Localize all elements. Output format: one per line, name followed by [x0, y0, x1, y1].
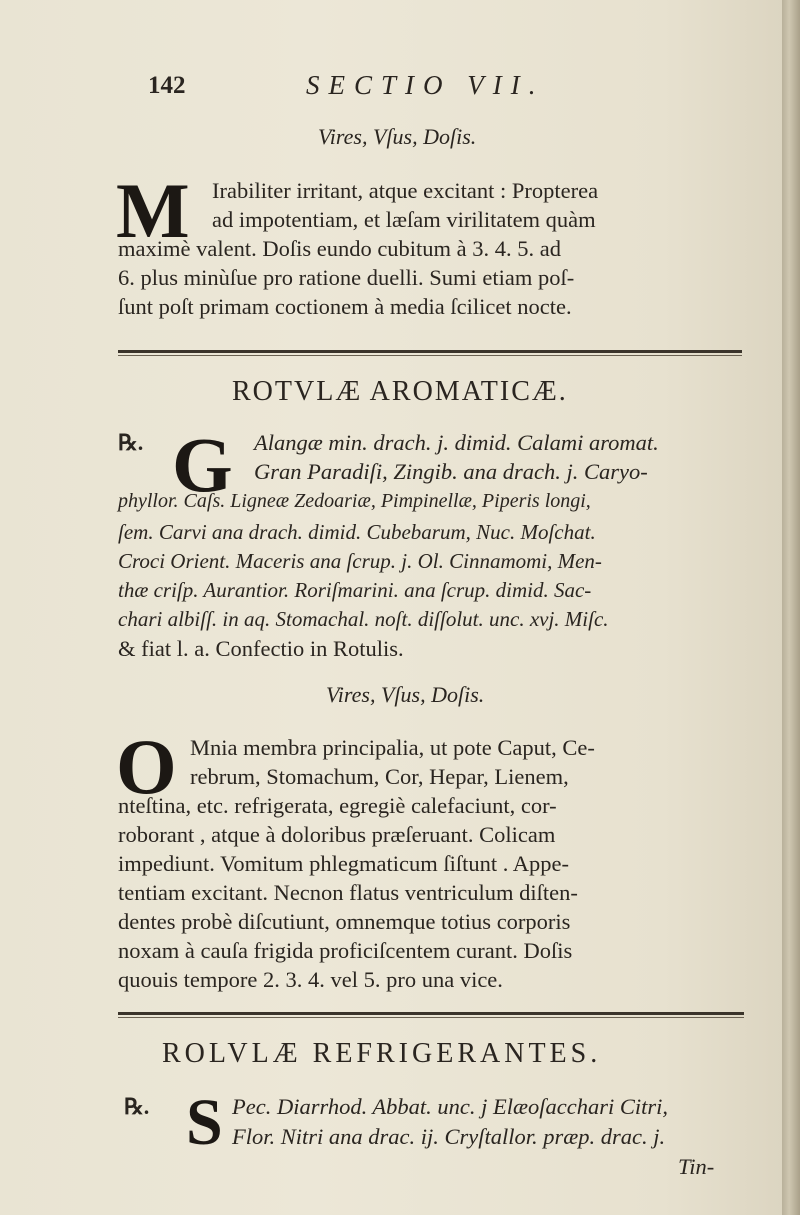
text-line: impediunt. Vomitum phlegmaticum ſiſtunt . Appe- [118, 851, 570, 876]
recipe-sign: ℞. [124, 1094, 150, 1119]
text-line: nteſtina, etc. refrigerata, egregiè calefaciunt, cor- [118, 793, 557, 818]
text-line: thæ criſp. Aurantior. Roriſmarini. ana ſcrup. dimid. Sac- [118, 578, 592, 602]
divider-rule [118, 1017, 744, 1018]
section-heading: Vires, Vſus, Doſis. [318, 124, 477, 149]
drop-cap: M [116, 167, 190, 254]
text-line: Alangæ min. drach. j. dimid. Calami aromat. [254, 430, 659, 455]
text-line: dentes probè diſcutiunt, omnemque totius corporis [118, 909, 571, 934]
recipe-title: ROLVLÆ REFRIGERANTES. [162, 1038, 602, 1069]
text-line: Irabiliter irritant, atque excitant : Propterea [212, 178, 599, 203]
drop-cap: G [172, 421, 233, 508]
text-line: Mnia membra principalia, ut pote Caput, Ce- [190, 735, 595, 760]
text-line: ſunt poſt primam coctionem à media ſcilicet nocte. [118, 294, 572, 319]
text-line: phyllor. Caſs. Ligneæ Zedoariæ, Pimpinellæ, Piperis longi, [118, 490, 591, 512]
catchword: Tin- [678, 1154, 715, 1179]
text-line: Gran Paradiſi, Zingib. ana drach. j. Caryo- [254, 459, 648, 484]
text-line: quouis tempore 2. 3. 4. vel 5. pro una vice. [118, 967, 503, 992]
text-line: rebrum, Stomachum, Cor, Hepar, Lienem, [190, 764, 569, 789]
section-heading: Vires, Vſus, Doſis. [326, 682, 485, 707]
text-line: Croci Orient. Maceris ana ſcrup. j. Ol. Cinnamomi, Men- [118, 549, 602, 573]
text-line: roborant , atque à doloribus præſeruant. Colicam [118, 822, 556, 847]
divider-rule [118, 355, 742, 356]
text-line: Flor. Nitri ana drac. ij. Cryſtallor. præp. drac. j. [232, 1124, 666, 1149]
text-line: ad impotentiam, et læſam virilitatem quàm [212, 207, 596, 232]
divider-rule [118, 350, 742, 353]
drop-cap: S [186, 1086, 223, 1159]
divider-rule [118, 1012, 744, 1015]
text-line: tentiam excitant. Necnon flatus ventriculum diſten- [118, 880, 578, 905]
text-line: & fiat l. a. Confectio in Rotulis. [118, 636, 404, 661]
text-line: maximè valent. Doſis eundo cubitum à 3. 4. 5. ad [118, 236, 562, 261]
text-line: 6. plus minùſue pro ratione duelli. Sumi etiam poſ- [118, 265, 575, 290]
recipe-title: ROTVLÆ AROMATICÆ. [232, 376, 568, 407]
running-head: SECTIO VII. [306, 70, 545, 100]
text-line: noxam à cauſa frigida proficiſcentem curant. Doſis [118, 938, 573, 963]
recipe-sign: ℞. [118, 430, 144, 455]
text-line: ſem. Carvi ana drach. dimid. Cubebarum, Nuc. Moſchat. [118, 520, 596, 544]
drop-cap: O [116, 723, 177, 810]
page-edge [782, 0, 800, 1215]
page-number: 142 [148, 72, 186, 99]
text-line: chari albiſſ. in aq. Stomachal. noſt. diſſolut. unc. xvj. Miſc. [118, 607, 609, 631]
text-line: Pec. Diarrhod. Abbat. unc. j Elæoſacchari Citri, [232, 1094, 669, 1119]
